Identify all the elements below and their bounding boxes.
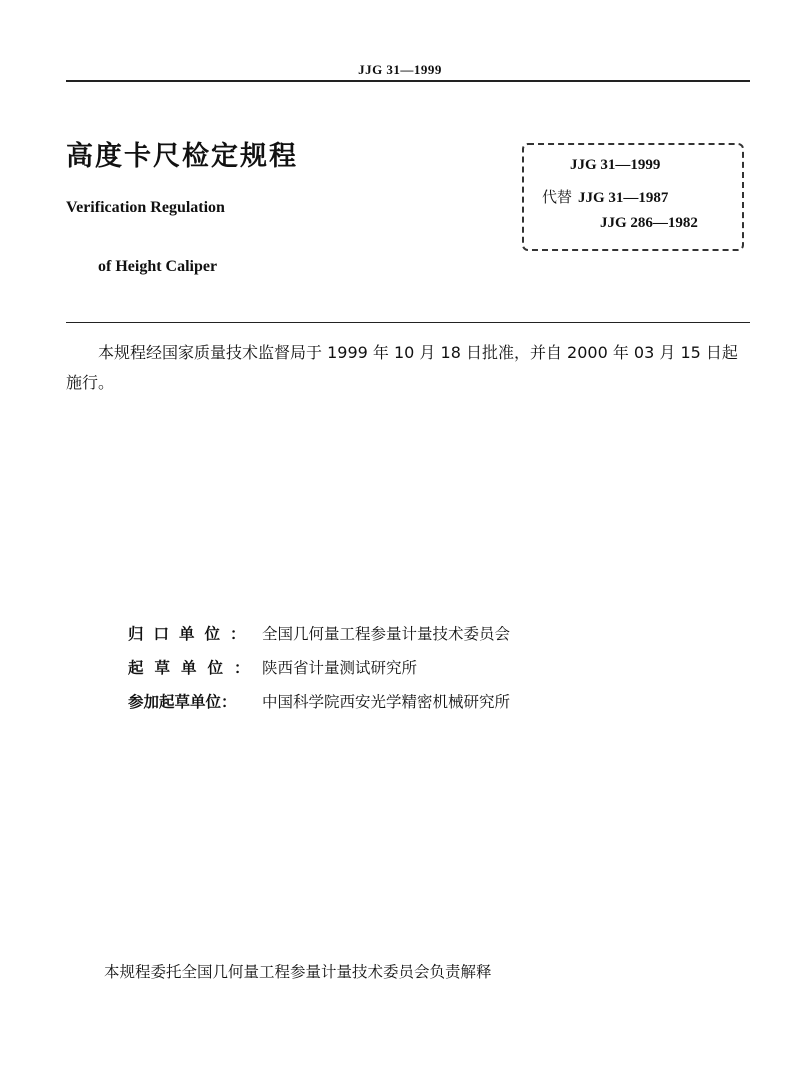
org-value: 陕西省计量测试研究所 <box>262 659 418 677</box>
replaced-code-2: JJG 286—1982 <box>600 215 698 231</box>
title-chinese: 高度卡尺检定规程 <box>66 141 298 172</box>
approval-statement: 本规程经国家质量技术监督局于 1999 年 10 月 18 日批准，并自 2000 年 03 月 15 日起施行。 <box>66 343 738 392</box>
header-divider <box>66 80 750 82</box>
title-english-line2: of Height Caliper <box>98 258 218 275</box>
interpretation-note: 本规程委托全国几何量工程参量计量技术委员会负责解释 <box>104 963 492 981</box>
org-row-drafting <box>128 650 510 684</box>
replaced-code-1: JJG 31—1987 <box>578 190 669 206</box>
org-row-responsible <box>128 616 510 650</box>
org-value: 中国科学院西安光学精密机械研究所 <box>262 693 511 711</box>
replaces-prefix: 代替 <box>542 188 573 206</box>
header-standard-code: JJG 31—1999 <box>358 62 442 77</box>
org-value: 全国几何量工程参量计量技术委员会 <box>262 625 511 643</box>
title-english-line1: Verification Regulation <box>66 199 225 216</box>
code-current: JJG 31—1999 <box>570 157 661 173</box>
section-divider <box>66 322 750 323</box>
code-replaces <box>542 186 668 207</box>
org-label: 起草单位： <box>128 659 261 677</box>
org-row-participating <box>128 684 510 718</box>
org-label: 归口单位： <box>128 625 256 643</box>
org-label: 参加起草单位： <box>128 693 237 711</box>
standard-code-box <box>522 143 744 251</box>
organizations-list <box>128 616 510 718</box>
